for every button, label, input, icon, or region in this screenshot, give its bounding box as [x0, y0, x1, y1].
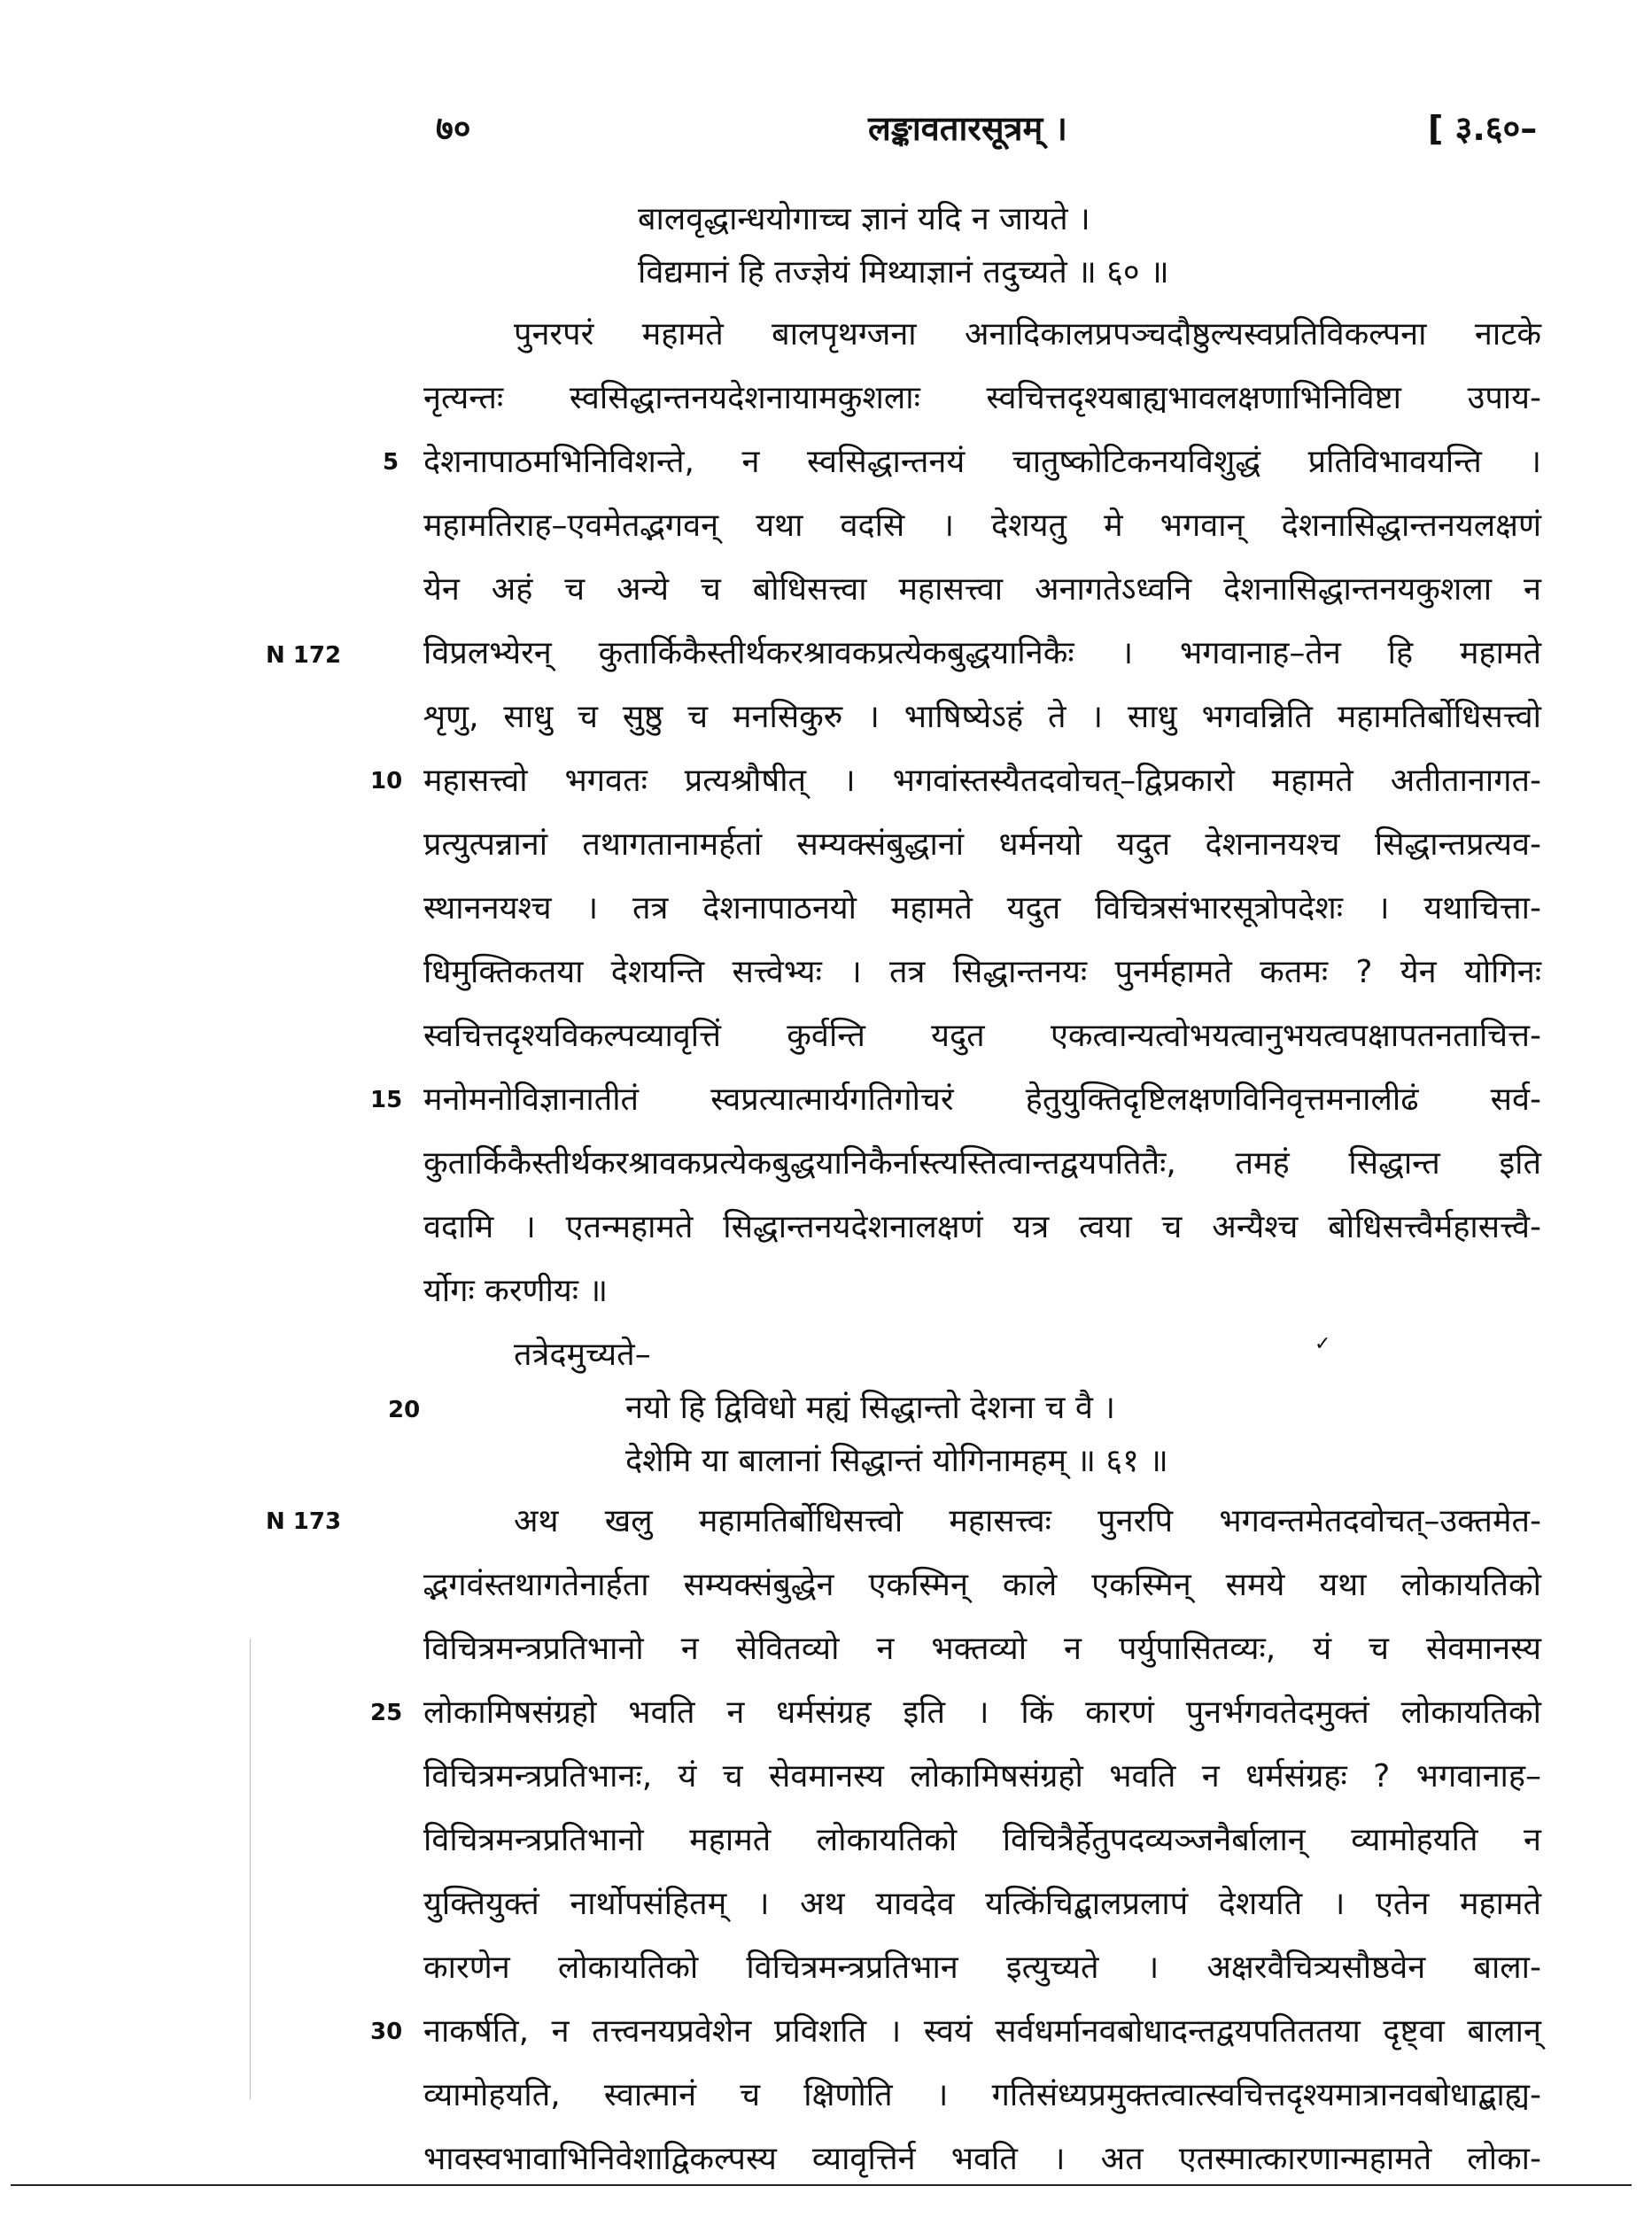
prose-line-5: येन अहं च अन्ये च बोधिसत्त्वा महासत्त्वा अनागतेऽध्वनि देशनासिद्धान्तनयकुशला न [423, 571, 1541, 608]
line-number-10: 10 [370, 768, 403, 795]
prose-line-6: विप्रलभ्येरन् कुतार्किकैस्तीर्थकरश्रावकप्रत्येकबुद्धयानिकैः । भगवानाह–तेन हि महामते [423, 635, 1541, 671]
intro-verse: तत्रेदमुच्यते– [514, 1337, 651, 1373]
prose-2-line-4: लोकामिषसंग्रहो भवति न धर्मसंग्रह इति । किं कारणं पुनर्भगवतेदमुक्तं लोकायतिको [423, 1694, 1541, 1731]
prose-line-11: धिमुक्तिकतया देशयन्ति सत्त्वेभ्यः । तत्र सिद्धान्तनयः पुनर्महामते कतमः ? येन योगिनः [423, 954, 1541, 990]
prose-line-16: र्योगः करणीयः ॥ [423, 1273, 609, 1309]
prose-line-3: देशनापाठमभिनिविशन्ते, न स्वसिद्धान्तनयं चातुष्कोटिकनयविशुद्धं प्रतिविभावयन्ति । [423, 444, 1541, 480]
prose-2-line-11: भावस्वभावाभिनिवेशाद्विकल्पस्य व्यावृत्तिर्न भवति । अत एतस्मात्कारणान्महामते लोका- [423, 2141, 1541, 2177]
prose-line-8: महासत्त्वो भगवतः प्रत्यश्रौषीत् । भगवांस्तस्यैतदवोचत्–द्विप्रकारो महामते अतीतानागत- [423, 763, 1541, 799]
prose-2-line-1: अथ खलु महामतिर्बोधिसत्त्वो महासत्त्वः पुनरपि भगवन्तमेतदवोचत्–उक्तमेत- [514, 1503, 1541, 1539]
section-reference: [ ३.६०– [1428, 109, 1538, 148]
prose-line-13: मनोमनोविज्ञानातीतं स्वप्रत्यात्मार्यगतिगोचरं हेतुयुक्तिदृष्टिलक्षणविनिवृत्तमनालीढं सर्व- [423, 1081, 1541, 1118]
prose-line-1: पुनरपरं महामते बालपृथग्जना अनादिकालप्रपञ्चदौष्ठुल्यस्वप्रतिविकल्पना नाटके [514, 316, 1541, 353]
verse-60-line-1: बालवृद्धान्धयोगाच्च ज्ञानं यदि न जायते । [638, 201, 1090, 237]
prose-line-12: स्वचित्तदृश्यविकल्पव्यावृत्तिं कुर्वन्ति यदुत एकत्वान्यत्वोभयत्वानुभयत्वपक्षापतनताचित्त- [423, 1018, 1541, 1054]
prose-line-4: महामतिराह–एवमेतद्भगवन् यथा वदसि । देशयतु मे भगवान् देशनासिद्धान्तनयलक्षणं [423, 508, 1541, 544]
prose-line-2: नृत्यन्तः स्वसिद्धान्तनयदेशनायामकुशलाः स्वचित्तदृश्यबाह्यभावलक्षणाभिनिविष्टा उपाय- [423, 380, 1541, 416]
line-number-15: 15 [370, 1087, 403, 1113]
margin-ref-n172: N 172 [266, 642, 342, 669]
verse-61-line-1: नयो हि द्विविधो मह्यं सिद्धान्तो देशना च वै । [625, 1390, 1115, 1426]
page-header [0, 105, 1652, 158]
prose-2-line-7: युक्तियुक्तं नार्थोपसंहितम् । अथ यावदेव यत्किंचिद्बालप्रलापं देशयति । एतेन महामते [423, 1886, 1541, 1922]
line-number-25: 25 [370, 1700, 403, 1726]
stray-mark: ✓ [1315, 1333, 1331, 1355]
margin-ref-n173: N 173 [266, 1508, 342, 1535]
prose-2-line-10: व्यामोहयति, स्वात्मानं च क्षिणोति । गतिसंध्यप्रमुक्तत्वात्स्वचित्तदृश्यमात्रानवबोधाद्बाह्य- [423, 2077, 1541, 2113]
prose-2-line-8: कारणेन लोकायतिको विचित्रमन्त्रप्रतिभान इत्युच्यते । अक्षरवैचित्र्यसौष्ठवेन बाला- [423, 1950, 1541, 1986]
scan-edge-mark [250, 1639, 251, 2099]
line-number-20: 20 [388, 1397, 421, 1423]
prose-2-line-6: विचित्रमन्त्रप्रतिभानो महामते लोकायतिको विचित्रैर्हेतुपदव्यञ्जनैर्बालान् व्यामोहयति न [423, 1822, 1541, 1858]
prose-2-line-2: द्भगवंस्तथागतेनार्हता सम्यक्संबुद्धेन एकस्मिन् काले एकस्मिन् समये यथा लोकायतिको [423, 1567, 1541, 1603]
bottom-rule [11, 2184, 1632, 2186]
prose-2-line-5: विचित्रमन्त्रप्रतिभानः, यं च सेवमानस्य लोकामिषसंग्रहो भवति न धर्मसंग्रहः ? भगवानाह– [423, 1758, 1541, 1795]
prose-line-15: वदामि । एतन्महामते सिद्धान्तनयदेशनालक्षणं यत्र त्वया च अन्यैश्च बोधिसत्त्वैर्महासत्त्वै- [423, 1209, 1541, 1245]
prose-line-9: प्रत्युत्पन्नानां तथागतानामर्हतां सम्यक्संबुद्धानां धर्मनयो यदुत देशनानयश्च सिद्धान्तप्रत्यव- [423, 826, 1541, 863]
prose-2-line-3: विचित्रमन्त्रप्रतिभानो न सेवितव्यो न भक्तव्यो न पर्युपासितव्यः, यं च सेवमानस्य [423, 1631, 1541, 1667]
prose-2-line-9: नाकर्षति, न तत्त्वनयप्रवेशेन प्रविशति । स्वयं सर्वधर्मानवबोधादन्तद्वयपतिततया दृष्ट्वा बालान् [423, 2013, 1541, 2050]
prose-line-14: कुतार्किकैस्तीर्थकरश्रावकप्रत्येकबुद्धयानिकैर्नास्त्यस्तित्वान्तद्वयपतितैः, तमहं सिद्धान्त इति [423, 1145, 1541, 1182]
verse-61-line-2: देशेमि या बालानां सिद्धान्तं योगिनामहम् ॥ ६१ ॥ [625, 1443, 1168, 1479]
prose-line-7: शृणु, साधु च सुष्ठु च मनसिकुरु । भाषिष्येऽहं ते । साधु भगवन्निति महामतिर्बोधिसत्त्वो [423, 699, 1541, 735]
verse-60-line-2: विद्यमानं हि तज्ज्ञेयं मिथ्याज्ञानं तदुच्यते ॥ ६० ॥ [638, 254, 1169, 291]
line-number-30: 30 [370, 2019, 403, 2045]
page-number: ७० [436, 109, 471, 148]
page-title: लङ्कावतारसूत्रम् । [868, 109, 1067, 148]
prose-line-10: स्थाननयश्च । तत्र देशनापाठनयो महामते यदुत विचित्रसंभारसूत्रोपदेशः । यथाचित्ता- [423, 890, 1541, 926]
line-number-5: 5 [383, 449, 399, 476]
